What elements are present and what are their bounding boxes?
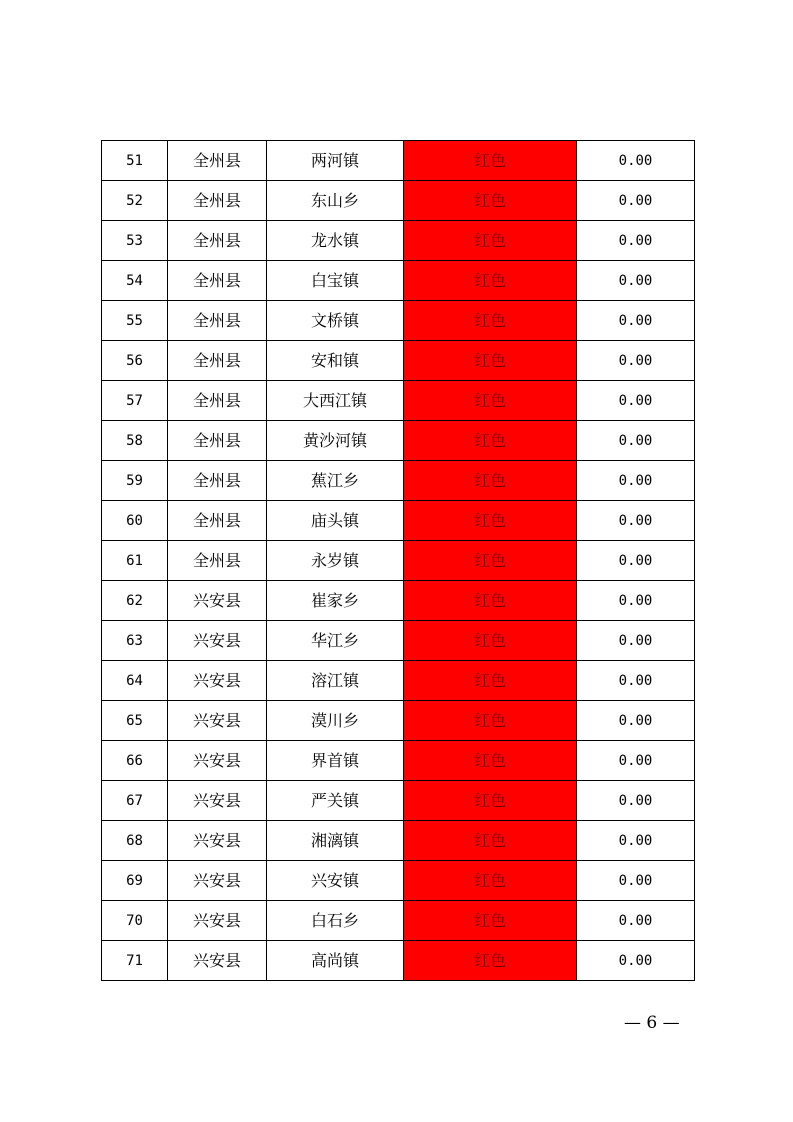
status-cell: 红色 bbox=[404, 301, 577, 341]
status-cell: 红色 bbox=[404, 541, 577, 581]
value-cell: 0.00 bbox=[577, 861, 695, 901]
table-row bbox=[102, 821, 695, 861]
table-row bbox=[102, 381, 695, 421]
county-cell: 兴安县 bbox=[168, 861, 267, 901]
county-cell: 全州县 bbox=[168, 181, 267, 221]
status-cell: 红色 bbox=[404, 701, 577, 741]
status-cell: 红色 bbox=[404, 421, 577, 461]
county-cell: 全州县 bbox=[168, 381, 267, 421]
county-cell: 全州县 bbox=[168, 461, 267, 501]
page-number: — 6 — bbox=[624, 1013, 680, 1033]
status-cell: 红色 bbox=[404, 581, 577, 621]
county-cell: 全州县 bbox=[168, 541, 267, 581]
county-cell: 兴安县 bbox=[168, 661, 267, 701]
row-number-cell: 67 bbox=[102, 781, 168, 821]
town-cell: 漠川乡 bbox=[267, 701, 404, 741]
table-row bbox=[102, 781, 695, 821]
county-cell: 兴安县 bbox=[168, 741, 267, 781]
status-cell: 红色 bbox=[404, 621, 577, 661]
county-cell: 全州县 bbox=[168, 301, 267, 341]
row-number-cell: 51 bbox=[102, 141, 168, 181]
data-table-container bbox=[101, 140, 694, 981]
county-cell: 兴安县 bbox=[168, 901, 267, 941]
value-cell: 0.00 bbox=[577, 221, 695, 261]
value-cell: 0.00 bbox=[577, 501, 695, 541]
town-cell: 黄沙河镇 bbox=[267, 421, 404, 461]
table-row bbox=[102, 421, 695, 461]
row-number-cell: 52 bbox=[102, 181, 168, 221]
status-cell: 红色 bbox=[404, 941, 577, 981]
status-cell: 红色 bbox=[404, 261, 577, 301]
status-cell: 红色 bbox=[404, 181, 577, 221]
row-number-cell: 62 bbox=[102, 581, 168, 621]
county-cell: 全州县 bbox=[168, 421, 267, 461]
value-cell: 0.00 bbox=[577, 621, 695, 661]
row-number-cell: 71 bbox=[102, 941, 168, 981]
town-cell: 华江乡 bbox=[267, 621, 404, 661]
town-cell: 龙水镇 bbox=[267, 221, 404, 261]
row-number-cell: 68 bbox=[102, 821, 168, 861]
row-number-cell: 53 bbox=[102, 221, 168, 261]
table-row bbox=[102, 861, 695, 901]
county-cell: 兴安县 bbox=[168, 781, 267, 821]
row-number-cell: 54 bbox=[102, 261, 168, 301]
value-cell: 0.00 bbox=[577, 341, 695, 381]
town-cell: 界首镇 bbox=[267, 741, 404, 781]
row-number-cell: 69 bbox=[102, 861, 168, 901]
row-number-cell: 64 bbox=[102, 661, 168, 701]
county-cell: 全州县 bbox=[168, 501, 267, 541]
status-cell: 红色 bbox=[404, 501, 577, 541]
status-cell: 红色 bbox=[404, 861, 577, 901]
status-cell: 红色 bbox=[404, 221, 577, 261]
table-row bbox=[102, 701, 695, 741]
row-number-cell: 63 bbox=[102, 621, 168, 661]
town-cell: 溶江镇 bbox=[267, 661, 404, 701]
value-cell: 0.00 bbox=[577, 541, 695, 581]
row-number-cell: 55 bbox=[102, 301, 168, 341]
row-number-cell: 66 bbox=[102, 741, 168, 781]
value-cell: 0.00 bbox=[577, 261, 695, 301]
table-row bbox=[102, 941, 695, 981]
status-cell: 红色 bbox=[404, 461, 577, 501]
row-number-cell: 59 bbox=[102, 461, 168, 501]
row-number-cell: 70 bbox=[102, 901, 168, 941]
table-row bbox=[102, 341, 695, 381]
table-row bbox=[102, 621, 695, 661]
table-row bbox=[102, 661, 695, 701]
value-cell: 0.00 bbox=[577, 301, 695, 341]
table-row bbox=[102, 221, 695, 261]
town-cell: 严关镇 bbox=[267, 781, 404, 821]
town-cell: 大西江镇 bbox=[267, 381, 404, 421]
value-cell: 0.00 bbox=[577, 581, 695, 621]
row-number-cell: 56 bbox=[102, 341, 168, 381]
table-row bbox=[102, 261, 695, 301]
table-row bbox=[102, 541, 695, 581]
town-cell: 湘漓镇 bbox=[267, 821, 404, 861]
table-row bbox=[102, 581, 695, 621]
value-cell: 0.00 bbox=[577, 741, 695, 781]
value-cell: 0.00 bbox=[577, 421, 695, 461]
status-cell: 红色 bbox=[404, 381, 577, 421]
status-cell: 红色 bbox=[404, 821, 577, 861]
county-cell: 全州县 bbox=[168, 141, 267, 181]
value-cell: 0.00 bbox=[577, 781, 695, 821]
value-cell: 0.00 bbox=[577, 821, 695, 861]
town-cell: 文桥镇 bbox=[267, 301, 404, 341]
town-cell: 永岁镇 bbox=[267, 541, 404, 581]
table-row bbox=[102, 141, 695, 181]
town-cell: 庙头镇 bbox=[267, 501, 404, 541]
value-cell: 0.00 bbox=[577, 381, 695, 421]
town-cell: 蕉江乡 bbox=[267, 461, 404, 501]
table-row bbox=[102, 181, 695, 221]
county-cell: 全州县 bbox=[168, 341, 267, 381]
value-cell: 0.00 bbox=[577, 661, 695, 701]
county-cell: 全州县 bbox=[168, 221, 267, 261]
table-body bbox=[102, 141, 695, 981]
town-cell: 东山乡 bbox=[267, 181, 404, 221]
town-cell: 兴安镇 bbox=[267, 861, 404, 901]
table-row bbox=[102, 901, 695, 941]
table-row bbox=[102, 301, 695, 341]
status-cell: 红色 bbox=[404, 781, 577, 821]
county-cell: 兴安县 bbox=[168, 581, 267, 621]
row-number-cell: 65 bbox=[102, 701, 168, 741]
town-cell: 白石乡 bbox=[267, 901, 404, 941]
value-cell: 0.00 bbox=[577, 901, 695, 941]
value-cell: 0.00 bbox=[577, 141, 695, 181]
status-cell: 红色 bbox=[404, 741, 577, 781]
table-row bbox=[102, 461, 695, 501]
county-cell: 兴安县 bbox=[168, 701, 267, 741]
county-cell: 兴安县 bbox=[168, 821, 267, 861]
row-number-cell: 60 bbox=[102, 501, 168, 541]
value-cell: 0.00 bbox=[577, 461, 695, 501]
table-row bbox=[102, 501, 695, 541]
town-cell: 崔家乡 bbox=[267, 581, 404, 621]
row-number-cell: 57 bbox=[102, 381, 168, 421]
county-cell: 兴安县 bbox=[168, 941, 267, 981]
row-number-cell: 61 bbox=[102, 541, 168, 581]
town-cell: 白宝镇 bbox=[267, 261, 404, 301]
status-cell: 红色 bbox=[404, 661, 577, 701]
table-row bbox=[102, 741, 695, 781]
value-cell: 0.00 bbox=[577, 701, 695, 741]
row-number-cell: 58 bbox=[102, 421, 168, 461]
town-cell: 高尚镇 bbox=[267, 941, 404, 981]
data-table bbox=[101, 140, 695, 981]
value-cell: 0.00 bbox=[577, 181, 695, 221]
county-cell: 兴安县 bbox=[168, 621, 267, 661]
status-cell: 红色 bbox=[404, 901, 577, 941]
town-cell: 两河镇 bbox=[267, 141, 404, 181]
status-cell: 红色 bbox=[404, 141, 577, 181]
value-cell: 0.00 bbox=[577, 941, 695, 981]
town-cell: 安和镇 bbox=[267, 341, 404, 381]
status-cell: 红色 bbox=[404, 341, 577, 381]
county-cell: 全州县 bbox=[168, 261, 267, 301]
